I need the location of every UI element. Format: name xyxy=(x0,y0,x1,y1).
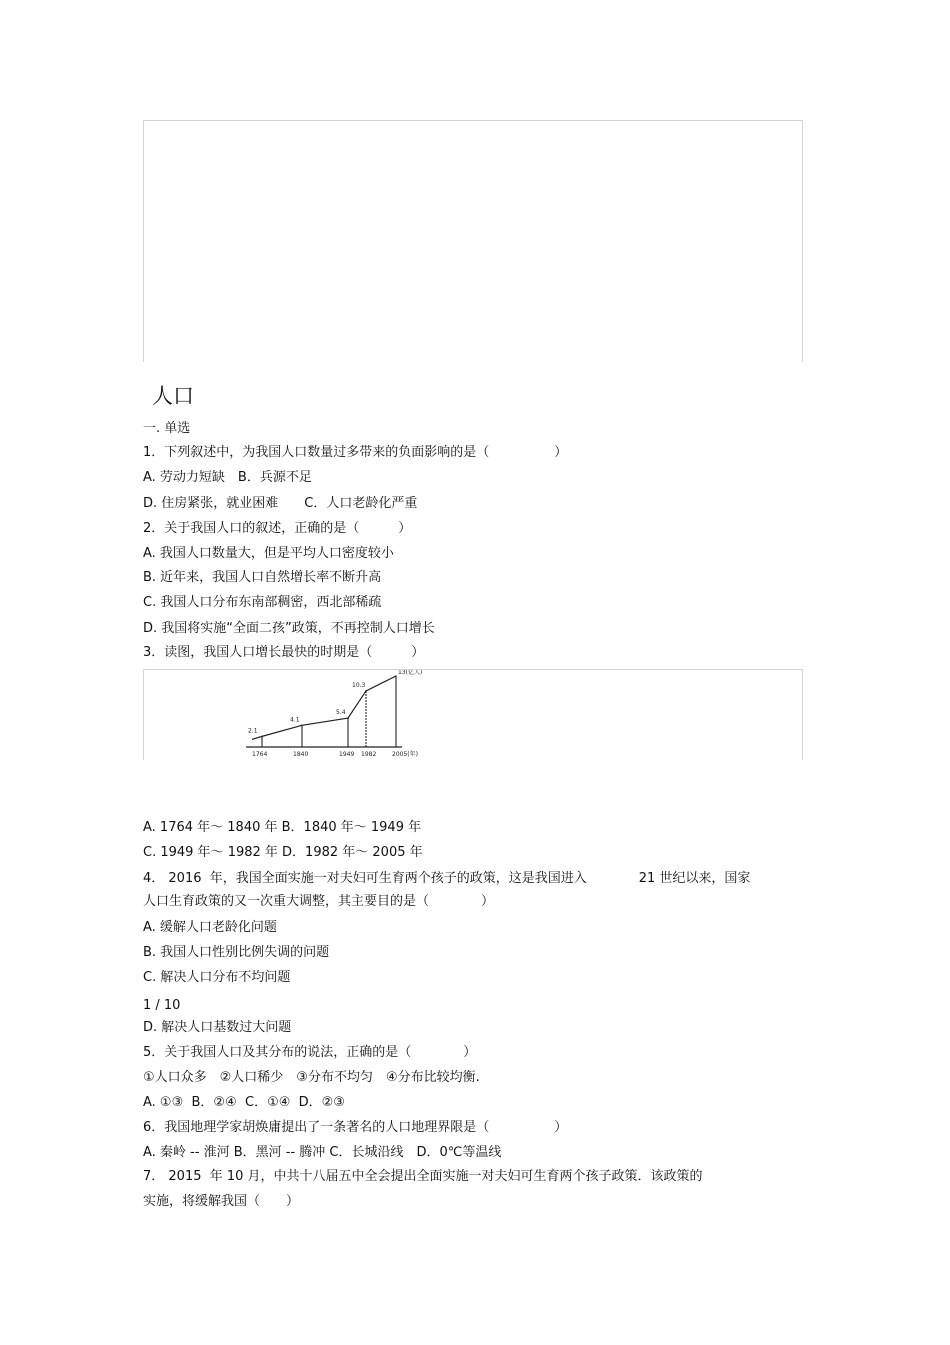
data-point-1764 xyxy=(261,736,263,738)
text-line-q3: 3．读图，我国人口增长最快的时期是（ ） xyxy=(143,645,425,660)
population-line xyxy=(252,676,396,739)
data-point-1840 xyxy=(301,724,303,726)
text-line-q3-cd: C. 1949 年～ 1982 年 D．1982 年～ 2005 年 xyxy=(143,845,423,860)
value-label-1840: 4.1 xyxy=(290,716,300,724)
tick-label-1840: 1840 xyxy=(293,751,309,758)
image-placeholder-box xyxy=(143,120,803,362)
text-line-q4-c: C. 解决人口分布不均问题 xyxy=(143,970,291,985)
text-line-q2: 2．关于我国人口的叙述，正确的是（ ） xyxy=(143,521,412,536)
page-title: 人口 xyxy=(152,384,194,408)
text-line-q2-b: B. 近年来，我国人口自然增长率不断升高 xyxy=(143,570,382,585)
text-line-q7-1: 7． 2015 年 10 月，中共十八届五中全会提出全面实施一对夫妇可生育两个孩子政策．该政策的 xyxy=(143,1169,703,1184)
population-chart xyxy=(144,670,802,760)
tick-label-1764: 1764 xyxy=(252,751,268,758)
text-line-q1-dc: D. 住房紧张，就业困难 C．人口老龄化严重 xyxy=(143,496,418,511)
data-point-1949 xyxy=(347,717,349,719)
text-line-q3-ab: A. 1764 年～ 1840 年 B．1840 年～ 1949 年 xyxy=(143,820,422,835)
text-line-q5-ans: A. ①③ B．②④ C．①④ D．②③ xyxy=(143,1095,345,1110)
tick-label-1982: 1982 xyxy=(361,751,377,758)
text-line-q4-d: D. 解决人口基数过大问题 xyxy=(143,1020,292,1035)
text-line-q4-a: A. 缓解人口老龄化问题 xyxy=(143,920,277,935)
text-line-q6-ans: A. 秦岭 -- 淮河 B．黑河 -- 腾冲 C．长城沿线 D．0℃等温线 xyxy=(143,1145,502,1160)
text-line-q2-a: A. 我国人口数量大，但是平均人口密度较小 xyxy=(143,546,394,561)
text-line-q5-opts: ①人口众多 ②人口稀少 ③分布不均匀 ④分布比较均衡. xyxy=(143,1070,480,1085)
text-line-q4-1: 4． 2016 年，我国全面实施一对夫妇可生育两个孩子的政策，这是我国进入 21 世纪以来，国家 xyxy=(143,871,751,886)
text-line-q6: 6．我国地理学家胡焕庸提出了一条著名的人口地理界限是（ ） xyxy=(143,1120,568,1135)
population-chart-frame xyxy=(143,669,803,760)
text-line-q7-2: 实施，将缓解我国（ ） xyxy=(143,1194,300,1209)
text-line-page: 1 / 10 xyxy=(143,998,181,1013)
text-line-q1-ab: A. 劳动力短缺 B．兵源不足 xyxy=(143,470,312,485)
text-line-q4-b: B. 我国人口性别比例失调的问题 xyxy=(143,945,330,960)
text-line-q2-d: D. 我国将实施“全面二孩”政策，不再控制人口增长 xyxy=(143,621,435,636)
text-line-q4-2: 人口生育政策的又一次重大调整，其主要目的是（ ） xyxy=(143,894,495,909)
value-label-1982: 10.3 xyxy=(352,681,366,689)
text-line-q1: 1．下列叙述中，为我国人口数量过多带来的负面影响的是（ ） xyxy=(143,445,568,460)
value-label-1949: 5.4 xyxy=(336,709,346,717)
data-point-2005 xyxy=(395,675,397,677)
section-heading: 一. 单选 xyxy=(143,421,191,436)
data-point-1982 xyxy=(365,690,367,692)
value-label-1764: 2.1 xyxy=(248,727,258,735)
text-line-q5: 5．关于我国人口及其分布的说法，正确的是（ ） xyxy=(143,1045,477,1060)
text-line-q2-c: C. 我国人口分布东南部稠密，西北部稀疏 xyxy=(143,595,382,610)
tick-label-2005: 2005(年) xyxy=(392,751,418,758)
value-label-2005: 13(亿人) xyxy=(398,670,423,676)
tick-label-1949: 1949 xyxy=(339,751,355,758)
